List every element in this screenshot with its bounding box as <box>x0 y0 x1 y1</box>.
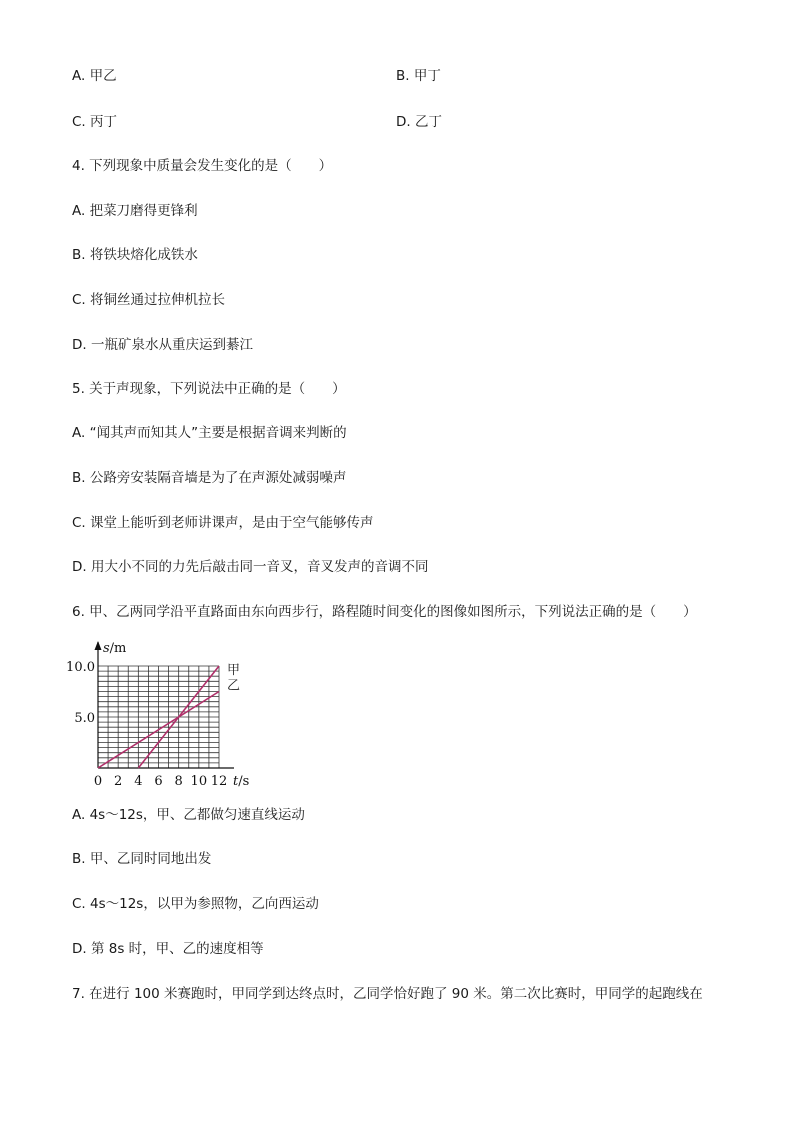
q6-st-chart <box>64 632 264 790</box>
q6-option-a[interactable]: A. 4s～12s，甲、乙都做匀速直线运动 <box>72 807 305 823</box>
q6-option-b[interactable]: B. 甲、乙同时同地出发 <box>72 851 212 867</box>
q6-stem: 6. 甲、乙两同学沿平直路面由东向西步行，路程随时间变化的图像如图所示，下列说法正确的是（ ） <box>72 604 697 620</box>
q5-stem: 5. 关于声现象，下列说法中正确的是（ ） <box>72 381 346 397</box>
q4-option-b[interactable]: B. 将铁块熔化成铁水 <box>72 247 198 263</box>
q6-option-d[interactable]: D. 第 8s 时，甲、乙的速度相等 <box>72 941 264 957</box>
x-axis-label: t/s <box>233 774 250 789</box>
x-tick-label: 4 <box>134 774 143 789</box>
x-tick-label: 10 <box>190 774 208 789</box>
q4-option-c[interactable]: C. 将铜丝通过拉伸机拉长 <box>72 292 226 308</box>
q4-option-d[interactable]: D. 一瓶矿泉水从重庆运到綦江 <box>72 337 253 353</box>
q3-option-d[interactable]: D. 乙丁 <box>396 114 442 130</box>
q5-option-b[interactable]: B. 公路旁安装隔音墙是为了在声源处减弱噪声 <box>72 470 347 486</box>
series-label-jia: 甲 <box>227 663 241 678</box>
y-axis-arrow <box>95 641 102 650</box>
y-axis-label: s/m <box>103 641 127 656</box>
q5-option-a[interactable]: A. “闻其声而知其人”主要是根据音调来判断的 <box>72 425 347 441</box>
series-label-yi: 乙 <box>227 678 241 694</box>
x-tick-label: 2 <box>114 774 123 789</box>
q3-option-b[interactable]: B. 甲丁 <box>396 68 441 84</box>
y-tick-label: 10.0 <box>66 660 95 675</box>
q4-stem: 4. 下列现象中质量会发生变化的是（ ） <box>72 158 333 174</box>
q5-option-d[interactable]: D. 用大小不同的力先后敲击同一音叉，音叉发声的音调不同 <box>72 559 429 575</box>
x-tick-label: 12 <box>210 774 228 789</box>
q3-option-c[interactable]: C. 丙丁 <box>72 114 118 130</box>
q3-option-a[interactable]: A. 甲乙 <box>72 68 117 84</box>
x-tick-label: 0 <box>93 774 103 789</box>
q6-option-c[interactable]: C. 4s～12s，以甲为参照物，乙向西运动 <box>72 896 319 912</box>
q7-stem: 7. 在进行 100 米赛跑时，甲同学到达终点时，乙同学恰好跑了 90 米。第二次比赛时，甲同学的起跑线在 <box>72 986 703 1002</box>
q5-option-c[interactable]: C. 课堂上能听到老师讲课声，是由于空气能够传声 <box>72 515 374 531</box>
q4-option-a[interactable]: A. 把菜刀磨得更锋利 <box>72 203 198 219</box>
x-tick-label: 6 <box>154 774 163 789</box>
y-tick-label: 5.0 <box>74 711 95 726</box>
x-tick-label: 8 <box>174 774 183 789</box>
